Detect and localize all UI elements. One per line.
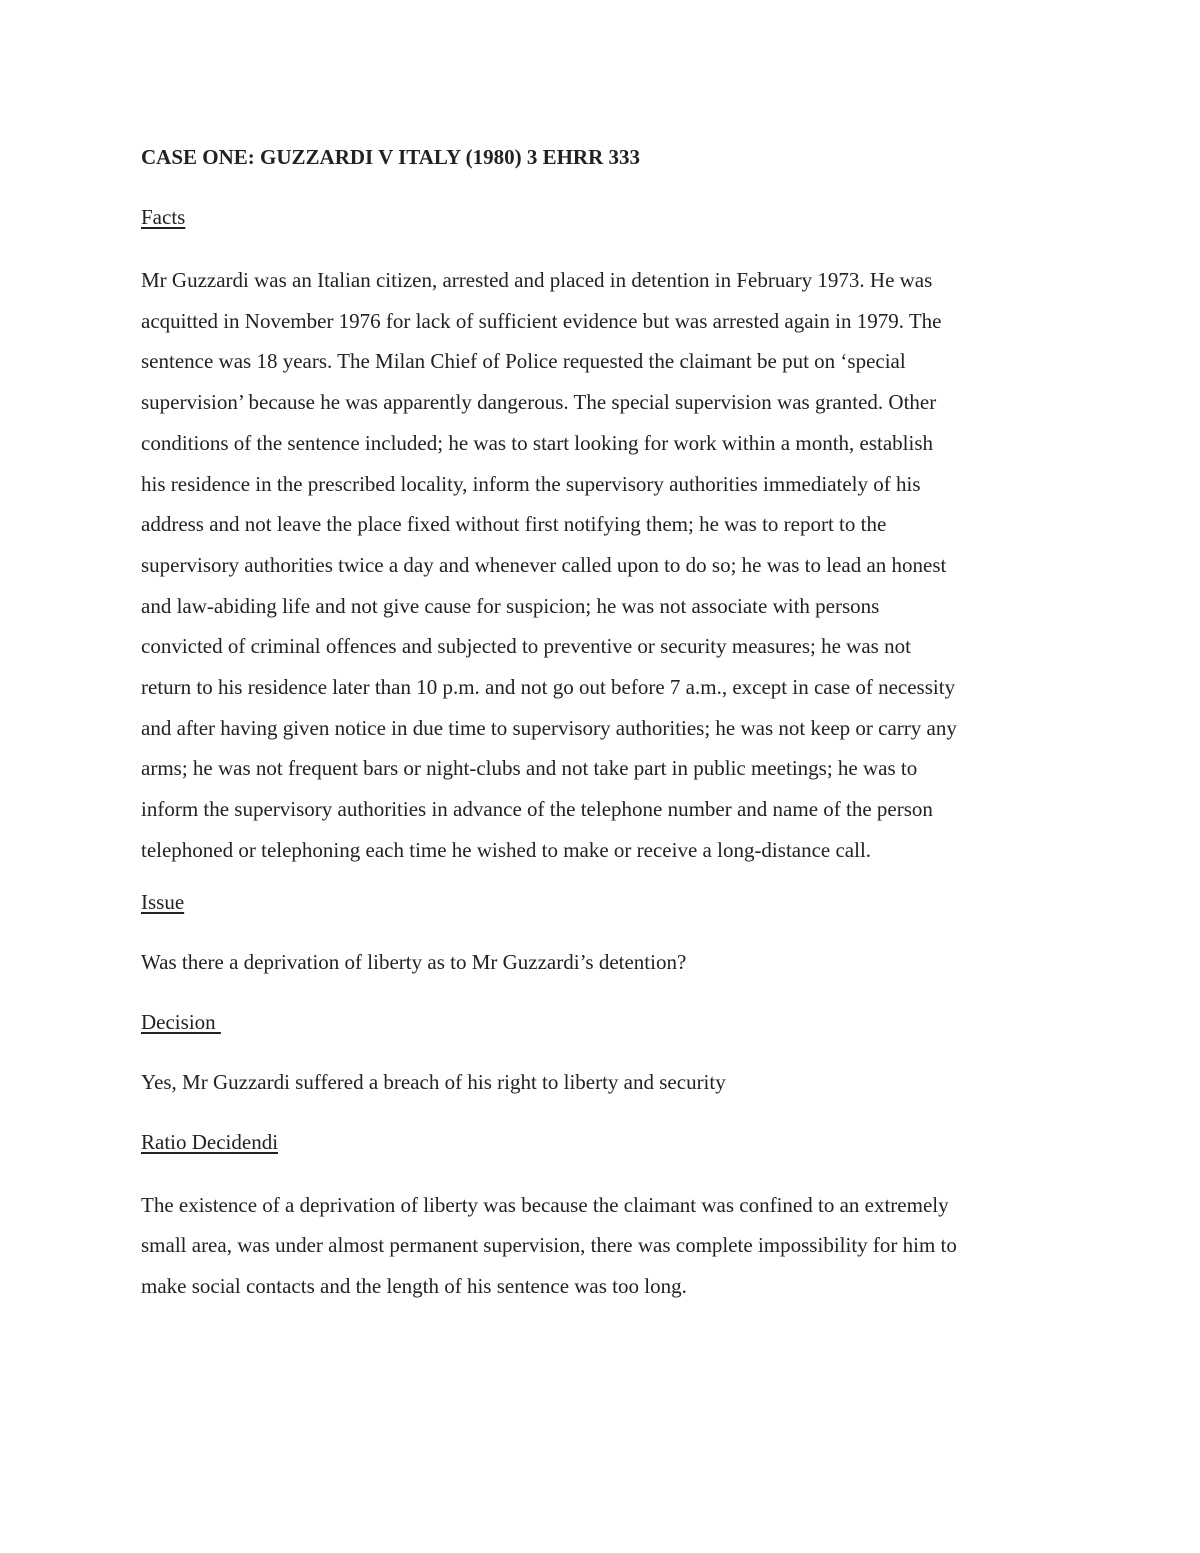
decision-heading: Decision — [141, 1009, 221, 1034]
ratio-paragraph — [141, 1185, 1066, 1307]
facts-line: address and not leave the place fixed without first notifying them; he was to report to the — [141, 512, 887, 537]
facts-line: supervision’ because he was apparently dangerous. The special supervision was granted. Other — [141, 390, 937, 415]
facts-heading: Facts — [141, 205, 186, 229]
facts-line: acquitted in November 1976 for lack of sufficient evidence but was arrested again in 1979. The — [141, 308, 942, 333]
ratio-line: make social contacts and the length of his sentence was too long. — [141, 1273, 687, 1298]
facts-line: inform the supervisory authorities in advance of the telephone number and name of the person — [141, 797, 933, 822]
ratio-line: small area, was under almost permanent supervision, there was complete impossibility for him to — [141, 1233, 957, 1258]
decision-text: Yes, Mr Guzzardi suffered a breach of his right to liberty and security — [141, 1069, 726, 1094]
facts-line: and law-abiding life and not give cause for suspicion; he was not associate with persons — [141, 593, 880, 618]
facts-line: his residence in the prescribed locality, inform the supervisory authorities immediately of his — [141, 471, 921, 496]
ratio-heading: Ratio Decidendi — [141, 1129, 279, 1154]
facts-line: Mr Guzzardi was an Italian citizen, arrested and placed in detention in February 1973. He was — [141, 268, 933, 292]
facts-paragraph — [141, 260, 1066, 871]
facts-line: supervisory authorities twice a day and whenever called upon to do so; he was to lead an honest — [141, 552, 947, 577]
issue-text: Was there a deprivation of liberty as to Mr Guzzardi’s detention? — [141, 949, 687, 974]
facts-line: convicted of criminal offences and subjected to preventive or security measures; he was not — [141, 634, 911, 659]
case-title: CASE ONE: GUZZARDI V ITALY (1980) 3 EHRR 333 — [141, 145, 641, 169]
ratio-line: The existence of a deprivation of liberty was because the claimant was confined to an extremely — [141, 1192, 949, 1217]
facts-line: conditions of the sentence included; he was to start looking for work within a month, establish — [141, 430, 934, 455]
facts-line: arms; he was not frequent bars or night-clubs and not take part in public meetings; he was to — [141, 756, 918, 781]
issue-heading: Issue — [141, 889, 185, 914]
facts-line: sentence was 18 years. The Milan Chief of Police requested the claimant be put on ‘special — [141, 349, 906, 374]
facts-line: telephoned or telephoning each time he wished to make or receive a long-distance call. — [141, 837, 872, 862]
document-content — [141, 140, 1066, 1325]
facts-line: and after having given notice in due time to supervisory authorities; he was not keep or carry any — [141, 715, 957, 740]
facts-line: return to his residence later than 10 p.m. and not go out before 7 a.m., except in case of necessity — [141, 675, 956, 700]
